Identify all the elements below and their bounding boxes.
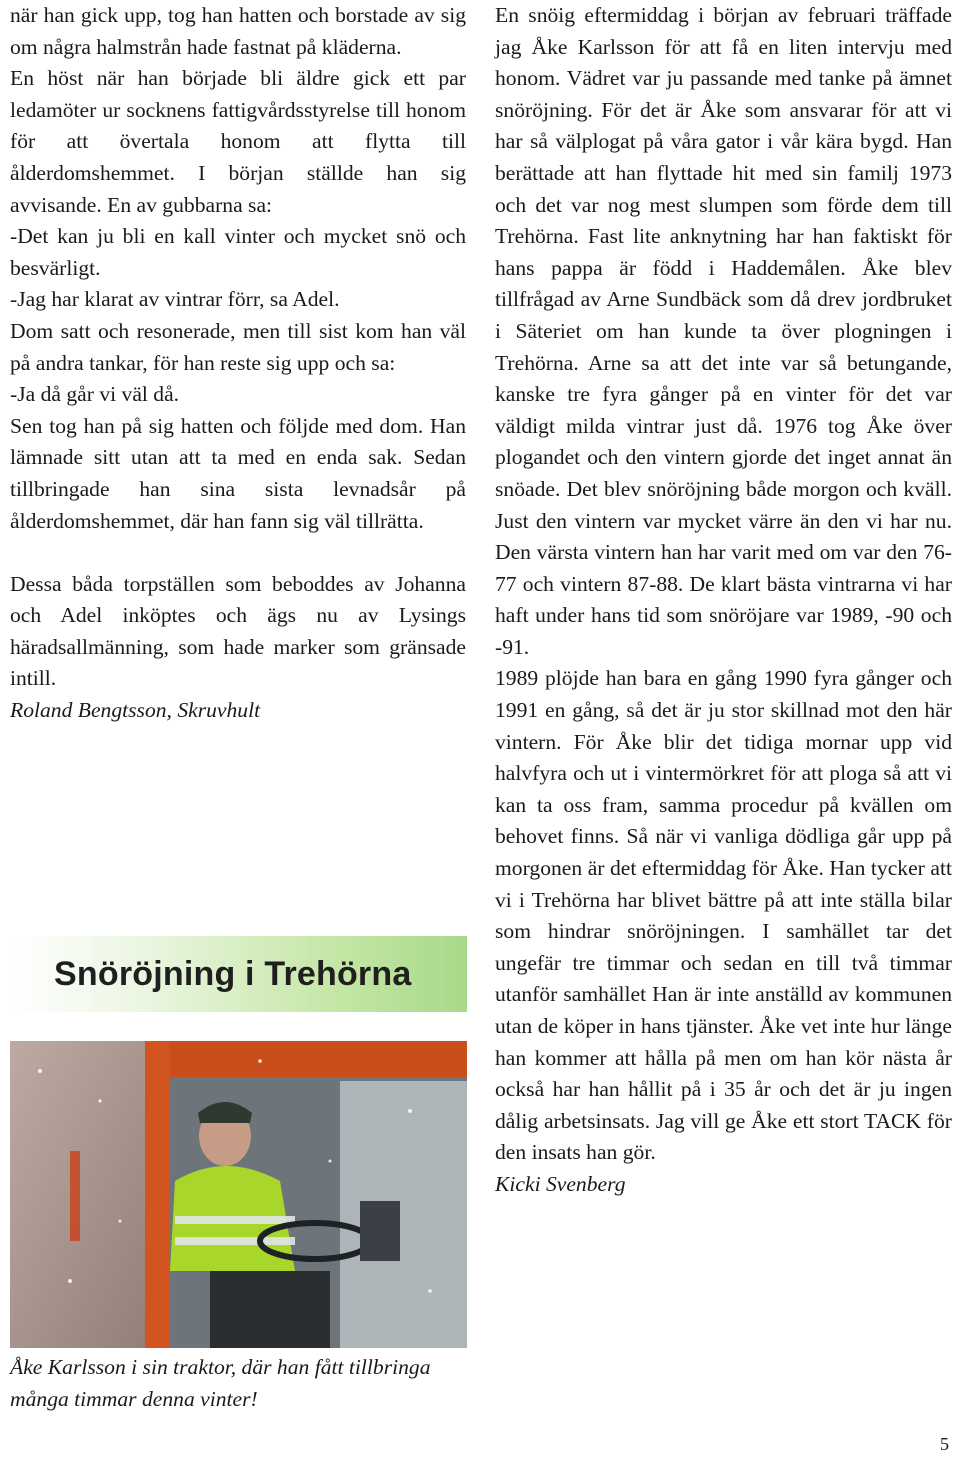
paragraph: En snöig eftermiddag i början av februari träffade jag Åke Karlsson för att få en liten intervju med honom. Vädret var ju passande med tanke på ämnet snöröjning. För det är Åke som ansvarar för att vi har så välplogat på våra gator i vår kära bygd. Han berättade att han flyttade hit med sin familj 1973 och det var nog mest slumpen som förde dem till Trehörna. Fast lite anknytning har han faktiskt för hans pappa är född i Haddemålen. Åke blev tillfrågad av Arne Sundbäck som då drev jordbruket i Säteriet om han kunde ta över plogningen i Trehörna. Arne sa att det inte var så betungande, kanske tre fyra gånger på en vinter för det var väldigt milda vintrar just då. 1976 tog Åke över plogandet och den vintern gjorde det inget annat än snöade. Det blev snöröjning både morgon och kväll. Just den vintern var mycket värre än den vi har nu. Den värsta vintern han har varit med om var den 76-77 och vintern 87-88. De klart bästa vintrarna vi har haft under hans tid som snöröjare var 1989, -90 och -91. [495, 3, 952, 659]
page-number: 5 [940, 1434, 949, 1454]
article-heading-banner [10, 936, 467, 1012]
tractor-photo [10, 1041, 467, 1348]
paragraph: -Ja då går vi väl då. [10, 382, 180, 407]
right-column [495, 0, 952, 1201]
paragraph: Dom satt och resonerade, men till sist kom han väl på andra tankar, för han reste sig upp och sa: [10, 318, 466, 375]
author-signature: Kicki Svenberg [495, 1171, 626, 1196]
paragraph-spacer [10, 537, 466, 569]
author-signature: Roland Bengtsson, Skruvhult [10, 698, 261, 723]
left-column [10, 0, 466, 727]
paragraph: -Det kan ju bli en kall vinter och mycket snö och besvärligt. [10, 224, 466, 280]
paragraph: En höst när han började bli äldre gick ett par ledamöter ur socknens fattigvårdsstyrelse till honom för att övertala honom att flytta till ålderdomshemmet. I början ställde han sig avvisande. En av gubbarna sa: [10, 66, 466, 217]
paragraph: Dessa båda torpställen som beboddes av Johanna och Adel inköptes och ägs nu av Lysings häradsallmänning, som hade marker som gränsade intill. [10, 571, 466, 691]
photo-caption: Åke Karlsson i sin traktor, där han fått tillbringa många timmar denna vinter! [10, 1355, 431, 1411]
paragraph: Sen tog han på sig hatten och följde med dom. Han lämnade sitt utan att ta med en enda sak. Sedan tillbringade han sina sista levnadsår på ålderdomshemmet, där han fann sig väl tillrätta. [10, 413, 466, 533]
article-heading: Snöröjning i Trehörna [54, 954, 412, 993]
paragraph: -Jag har klarat av vintrar förr, sa Adel. [10, 287, 340, 312]
tractor-photo-illustration [10, 1041, 467, 1348]
paragraph: när han gick upp, tog han hatten och borstade av sig om några halmstrån hade fastnat på kläderna. [10, 3, 466, 59]
paragraph: 1989 plöjde han bara en gång 1990 fyra gånger och 1991 en gång, så det är ju stor skillnad mot den här vintern. För Åke blir det tidiga mornar upp vid halvfyra och ut i vintermörkret för att ploga så att vi kan ta oss fram, samma procedur på kvällen om behovet finns. Så när vi vanliga dödliga går upp på morgonen är det eftermiddag för Åke. Han tycker att vi i Trehörna har blivet bättre på att inte ställa bilar som hindrar snöröjningen. I samhället tar det ungefär tre timmar och sedan en till två timmar utanför samhället Han är inte anställd av kommunen utan de köper in hans tjänster. Åke vet inte hur länge han kommer att hålla på men om han kör nästa år också har han hållit på i 35 år och det är ju ingen dålig arbetsinsats. Jag vill ge Åke ett stort TACK för den insats han gör. [495, 666, 952, 1165]
